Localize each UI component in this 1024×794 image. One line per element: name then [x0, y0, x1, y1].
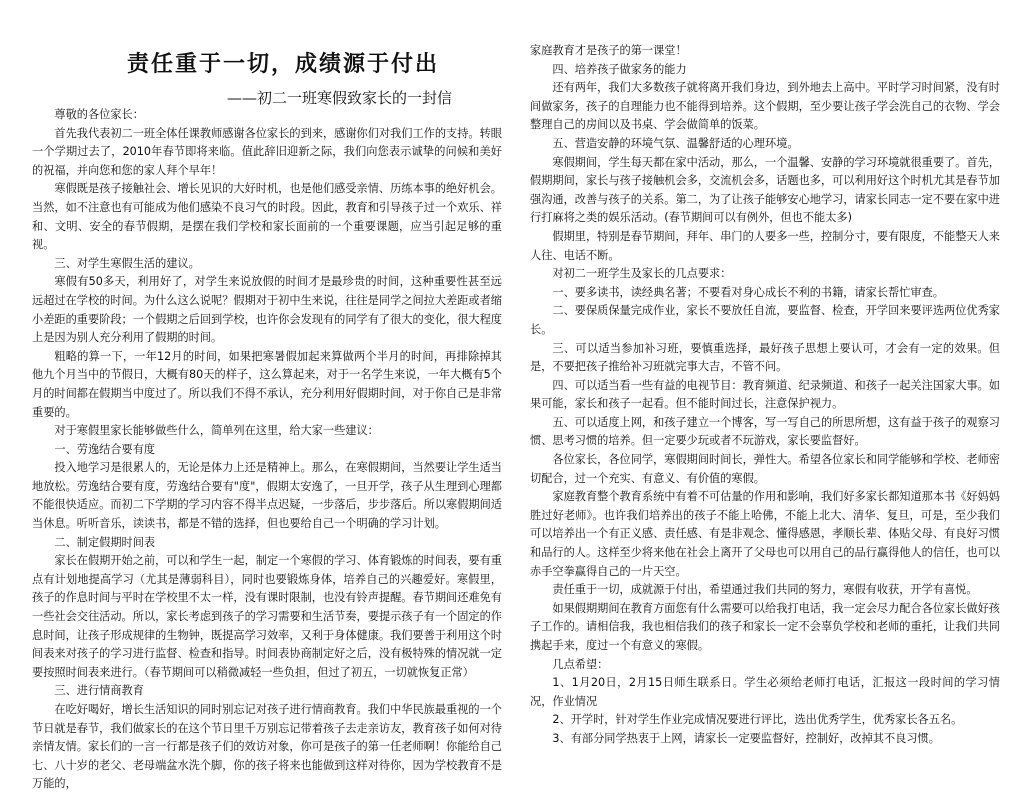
- list-item: 一、要多读书，读经典名著；不要看对身心成长不利的书籍，请家长帮忙审查。: [552, 285, 944, 299]
- paragraph: 各位家长，各位同学，寒假期间时间长，弹性大。希望各位家长和同学能够和学校、老师密切配合，过一个充实、有意义、有价值的寒假。: [530, 453, 1000, 485]
- left-column: [32, 0, 502, 791]
- section-heading: 几点希望：: [552, 657, 609, 671]
- section-heading: 二、制定假期时间表: [54, 535, 156, 549]
- list-item: 1、1月20日，2月15日师生联系日。学生必须给老师打电话，汇报这一段时间的学习情况，作业情况: [530, 676, 1000, 708]
- list-item: 五、可以适度上网，和孩子建立一个博客，写一写自己的所思所想，这有益于孩子的观察习惯、思考习惯的培养。但一定要少玩或者不玩游戏，家长要监督好。: [530, 415, 1000, 448]
- list-item: 3、有部分同学热衷于上网，请家长一定要监督好，控制好，改掉其不良习惯。: [552, 731, 940, 745]
- right-body: [530, 42, 1000, 749]
- right-column: [530, 0, 1000, 745]
- paragraph: 首先我代表初二一班全体任课教师感谢各位家长的到来，感谢你们对我们工作的支持。转眼一个学期过去了，2010年春节即将来临。值此辞旧迎新之际，我们向您表示诚挚的问候和美好的祝福，并向您和您的家人拜个早年！: [32, 126, 502, 177]
- letter-subtitle: ——初二一班寒假致家长的一封信: [227, 89, 453, 107]
- paragraph: 投入地学习是很累人的，无论是体力上还是精神上。那么，在寒假期间，当然要让学生适当地放松。劳逸结合要有度，劳逸结合要有"度"，假期太安逸了，一旦开学，孩子从生理到心理都不能很快适应。而初二下学期的学习内容不得半点迟疑，一步落后，步步落后。所以寒假期间适当休息。听听音乐，读读书，都是不错的选择，但也要给自己一个明确的学习计划。: [32, 461, 502, 531]
- left-body: [32, 106, 502, 794]
- paragraph: 假期里，特别是春节期间，拜年、串门的人要多一些，控制分寸，要有限度，不能整天人来人往、电话不断。: [530, 229, 1000, 262]
- paragraph: 家长在假期开始之前，可以和学生一起，制定一个寒假的学习、体育锻炼的时间表，要有重点有计划地提高学习（尤其是薄弱科目），同时也要锻炼身体，培养自己的兴趣爱好。寒假里，孩子的作息时间与平时在学校里不太一样，没有课时限制，也没有铃声提醒。春节期间还难免有一些社会交往活动。所以，家长考虑到孩子的学习需要和生活节奏，要提示孩子有一个固定的作息时间，让孩子形成规律的生物钟，既提高学习效率，又利于身体健康。我们要善于利用这个时间表来对孩子的学习进行监督、检查和指导。时间表协商制定好之后，没有极特殊的情况就一定要按照时间表来进行。（春节期间可以稍微减轻一些负担，但过了初五，一切就恢复正常）: [32, 554, 502, 679]
- column-divider: [514, 40, 515, 710]
- paragraph: 寒假有50多天，利用好了，对学生来说放假的时间才是最珍贵的时间，这种重要性甚至远远超过在学校的时间。为什么这么说呢？假期对于初中生来说，往往是同学之间拉大差距或者缩小差距的重要阶段；一个假期之后回到学校，也许你会发现有的同学有了很大的变化，很大程度上是因为别人充分利用了假期的时间。: [32, 275, 502, 345]
- letter-title: 责任重于一切，成绩源于付出: [127, 51, 440, 77]
- paragraph: 在吃好喝好，增长生活知识的同时别忘记对孩子进行情商教育。我们中华民族最重视的一个节日就是春节，我们做家长的在这个节日里千万别忘记带着孩子去走亲访友，教育孩子如何对待亲情友情。家长们的一言一行都是孩子们的效访对象，你可是孩子的第一任老师啊！你能给自己七、八十岁的老父、老母端盆水洗个脚，你的孩子将来也能做到这样对待你，因为学校教育不是万能的，: [32, 703, 502, 791]
- paragraph: 还有两年，我们大多数孩子就将离开我们身边，到外地去上高中。平时学习时间紧，没有时间做家务，孩子的自理能力也不能得到培养。这个假期，至少要让孩子学会洗自己的衣物、学会整理自己的房间以及书桌、学会做简单的饭菜。: [530, 81, 1000, 132]
- paragraph: 寒假既是孩子接触社会、增长见识的大好时机，也是他们感受亲情、历练本事的绝好机会。当然，如不注意也有可能成为他们感染不良习气的时段。因此，教育和引导孩子过一个欢乐、祥和、文明、安全的春节假期，是摆在我们学校和家长面前的一个重要课题，应当引起足够的重视。: [32, 182, 502, 252]
- section-heading: 五、营造安静的环境气氛、温馨舒适的心理环境。: [552, 136, 799, 150]
- section-heading: 对初二一班学生及家长的几点要求：: [552, 267, 732, 281]
- list-item: 2、开学时，针对学生作业完成情况要进行评比，选出优秀学生，优秀家长各五名。: [552, 713, 963, 727]
- section-heading: 三、对学生寒假生活的建议。: [54, 256, 200, 270]
- list-item: 三、可以适当参加补习班，要慎重选择，最好孩子思想上要认可，才会有一定的效果。但是，不要把孩子推给补习班就完事大吉，不管不问。: [530, 341, 1000, 374]
- paragraph: 家庭教育整个教育系统中有着不可估量的作用和影响，我们好多家长都知道那本书《好妈妈胜过好老师》。也许我们培养出的孩子不能上哈佛，不能上北大、清华、复旦，可是，至少我们可以培养出一个有正义感、责任感、有是非观念、懂得感恩，孝顺长辈、体贴父母、有良好习惯和品行的人。这样至少将来他在社会上离开了父母也可以用自己的品行赢得他人的信任，也可以赤手空拳赢得自己的一片天空。: [530, 490, 1000, 578]
- paragraph: 寒假期间，学生每天都在家中活动，那么，一个温馨、安静的学习环境就很重要了。首先，假期期间，家长与孩子接触机会多，交流机会多，话题也多，可以利用好这个时机尤其是春节加强沟通，改善与孩子的关系。第二，为了让孩子能够安心地学习，请家长同志一定不要在家中进行打麻将之类的娱乐活动。(春节期间可以有例外，但也不能太多): [530, 155, 1000, 225]
- section-heading: 四、培养孩子做家务的能力: [552, 62, 687, 76]
- paragraph: 责任重于一切，成就源于付出，希望通过我们共同的努力，寒假有收获，开学有喜悦。: [552, 583, 978, 597]
- list-item: 四、可以适当看一些有益的电视节目：教育频道、纪录频道、和孩子一起关注国家大事。如果可能，家长和孩子一起看。但不能时间过长，注意保护视力。: [530, 378, 1000, 411]
- section-heading: 一、劳逸结合要有度: [54, 442, 156, 456]
- list-item: 二、要保质保量完成作业，家长不要放任自流，要监督、检查，开学回来要评选两位优秀家长。: [530, 304, 1000, 336]
- paragraph: 如果假期期间在教育方面您有什么需要可以给我打电话，我一定会尽力配合各位家长做好孩子工作的。请相信我，我也相信我们的孩子和家长一定不会辜负学校和老师的重托，让我们共同携起手来，度过一个有意义的寒假。: [530, 601, 1000, 652]
- paragraph: 对于寒假里家长能够做些什么，简单列在这里，给大家一些建议：: [54, 424, 379, 438]
- paragraph: 家庭教育才是孩子的第一课堂！: [530, 44, 687, 57]
- section-heading: 三、进行情商教育: [54, 684, 144, 698]
- paragraph: 粗略的算一下，一年12月的时间，如果把寒暑假加起来算做两个半月的时间，再排除掉其他九个月当中的节假日，大概有80天的样子，这么算起来，对于一名学生来说，一年大概有5个月的时间都在假期当中度过了。所以我们不得不承认，充分利用好假期时间，对于你自己是非常重要的。: [32, 349, 502, 419]
- paragraph-greeting: 尊敬的各位家长：: [54, 108, 144, 121]
